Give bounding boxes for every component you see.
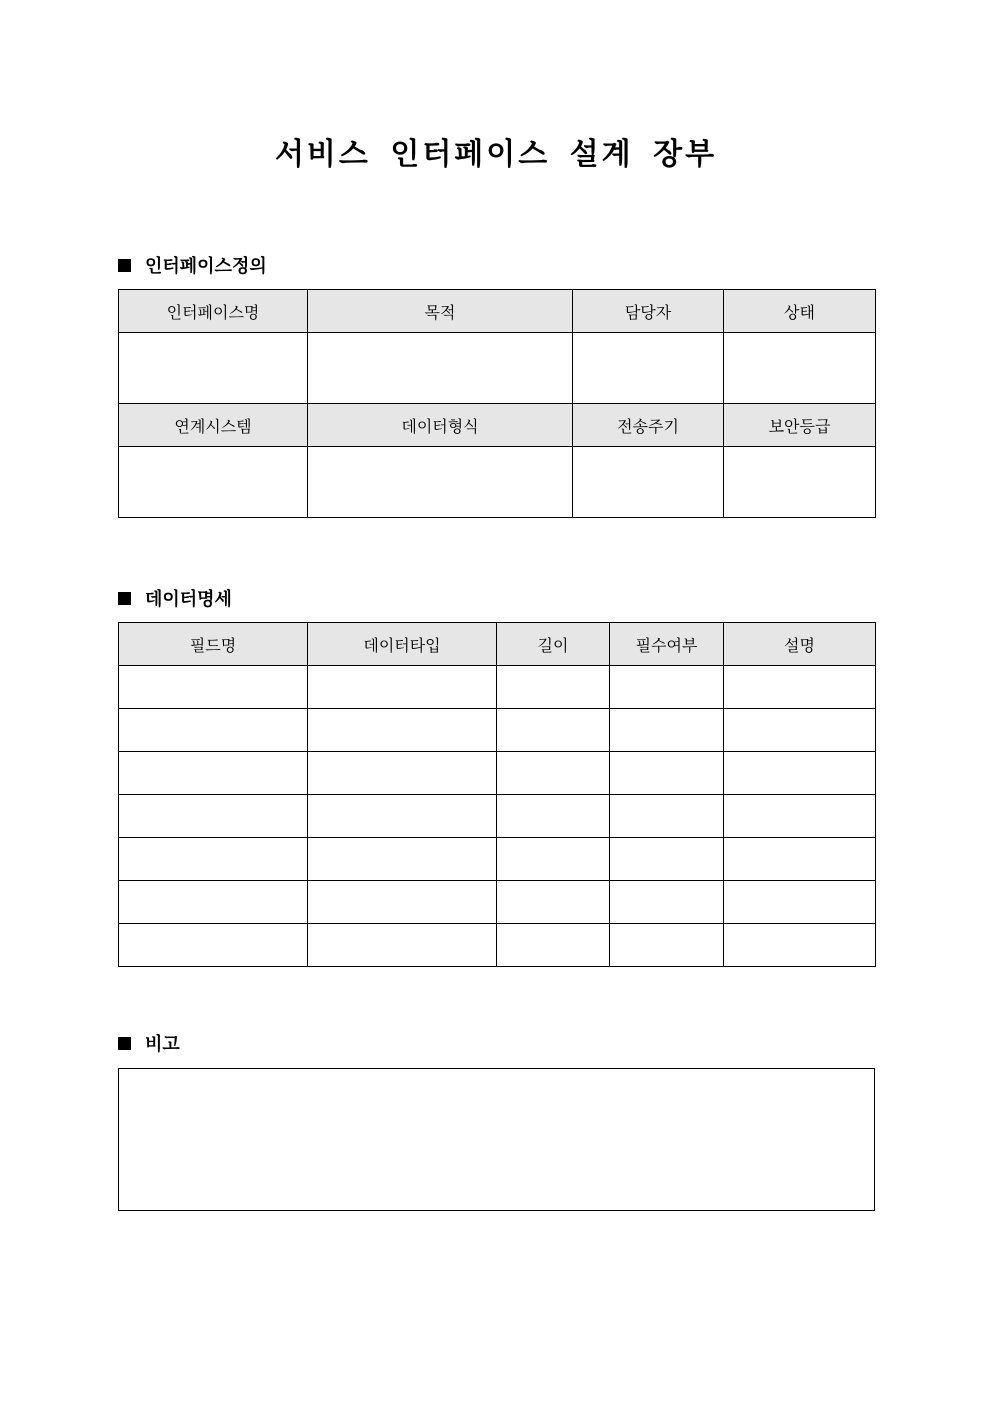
header-cell-field-name: 필드명: [119, 623, 308, 666]
interface-definition-table: [118, 289, 876, 518]
input-cell[interactable]: [497, 838, 610, 881]
header-cell-linked-system: 연계시스템: [119, 404, 308, 447]
header-cell-security-level: 보안등급: [724, 404, 876, 447]
table-header-row: [119, 290, 876, 333]
input-cell[interactable]: [724, 709, 876, 752]
input-cell[interactable]: [497, 795, 610, 838]
input-cell[interactable]: [610, 881, 724, 924]
input-cell[interactable]: [308, 752, 497, 795]
input-cell-owner[interactable]: [573, 333, 724, 404]
section-heading-data-spec: [118, 585, 232, 611]
header-cell-data-format: 데이터형식: [308, 404, 573, 447]
table-row: [119, 333, 876, 404]
input-cell[interactable]: [308, 666, 497, 709]
data-spec-table: [118, 622, 876, 967]
section-heading-label: 인터페이스정의: [145, 256, 267, 277]
table-row: [119, 924, 876, 967]
header-cell-required: 필수여부: [610, 623, 724, 666]
input-cell[interactable]: [724, 795, 876, 838]
input-cell[interactable]: [497, 881, 610, 924]
input-cell[interactable]: [724, 752, 876, 795]
table-row: [119, 752, 876, 795]
section-heading-label: 데이터명세: [145, 589, 232, 610]
table-row: [119, 447, 876, 518]
header-cell-transfer-cycle: 전송주기: [573, 404, 724, 447]
input-cell[interactable]: [119, 795, 308, 838]
input-cell[interactable]: [610, 709, 724, 752]
header-cell-status: 상태: [724, 290, 876, 333]
input-cell[interactable]: [610, 795, 724, 838]
table-row: [119, 709, 876, 752]
input-cell[interactable]: [610, 838, 724, 881]
input-cell-transfer-cycle[interactable]: [573, 447, 724, 518]
input-cell[interactable]: [724, 924, 876, 967]
section-heading-remarks: [118, 1030, 180, 1056]
input-cell[interactable]: [610, 924, 724, 967]
table-header-row: [119, 623, 876, 666]
section-heading-label: 비고: [145, 1034, 180, 1055]
input-cell[interactable]: [308, 709, 497, 752]
header-cell-owner: 담당자: [573, 290, 724, 333]
header-cell-data-type: 데이터타입: [308, 623, 497, 666]
header-cell-description: 설명: [724, 623, 876, 666]
header-cell-purpose: 목적: [308, 290, 573, 333]
input-cell[interactable]: [119, 666, 308, 709]
input-cell-security-level[interactable]: [724, 447, 876, 518]
square-bullet-icon: [118, 1037, 131, 1050]
input-cell[interactable]: [119, 881, 308, 924]
section-heading-interface-definition: [118, 252, 267, 278]
input-cell[interactable]: [119, 752, 308, 795]
document-title: 서비스 인터페이스 설계 장부: [274, 137, 718, 172]
input-cell[interactable]: [308, 881, 497, 924]
input-cell[interactable]: [497, 924, 610, 967]
header-cell-length: 길이: [497, 623, 610, 666]
table-row: [119, 881, 876, 924]
input-cell[interactable]: [610, 752, 724, 795]
input-cell[interactable]: [308, 795, 497, 838]
input-cell[interactable]: [308, 924, 497, 967]
input-cell[interactable]: [119, 924, 308, 967]
input-cell[interactable]: [308, 838, 497, 881]
remarks-textbox[interactable]: [118, 1068, 875, 1211]
table-row: [119, 795, 876, 838]
input-cell[interactable]: [724, 666, 876, 709]
input-cell[interactable]: [610, 666, 724, 709]
input-cell[interactable]: [497, 752, 610, 795]
input-cell-data-format[interactable]: [308, 447, 573, 518]
input-cell[interactable]: [724, 838, 876, 881]
input-cell[interactable]: [497, 666, 610, 709]
table-row: [119, 666, 876, 709]
input-cell-linked-system[interactable]: [119, 447, 308, 518]
input-cell-interface-name[interactable]: [119, 333, 308, 404]
input-cell-status[interactable]: [724, 333, 876, 404]
input-cell-purpose[interactable]: [308, 333, 573, 404]
table-header-row: [119, 404, 876, 447]
square-bullet-icon: [118, 259, 131, 272]
table-row: [119, 838, 876, 881]
input-cell[interactable]: [724, 881, 876, 924]
input-cell[interactable]: [497, 709, 610, 752]
header-cell-interface-name: 인터페이스명: [119, 290, 308, 333]
input-cell[interactable]: [119, 709, 308, 752]
input-cell[interactable]: [119, 838, 308, 881]
square-bullet-icon: [118, 592, 131, 605]
